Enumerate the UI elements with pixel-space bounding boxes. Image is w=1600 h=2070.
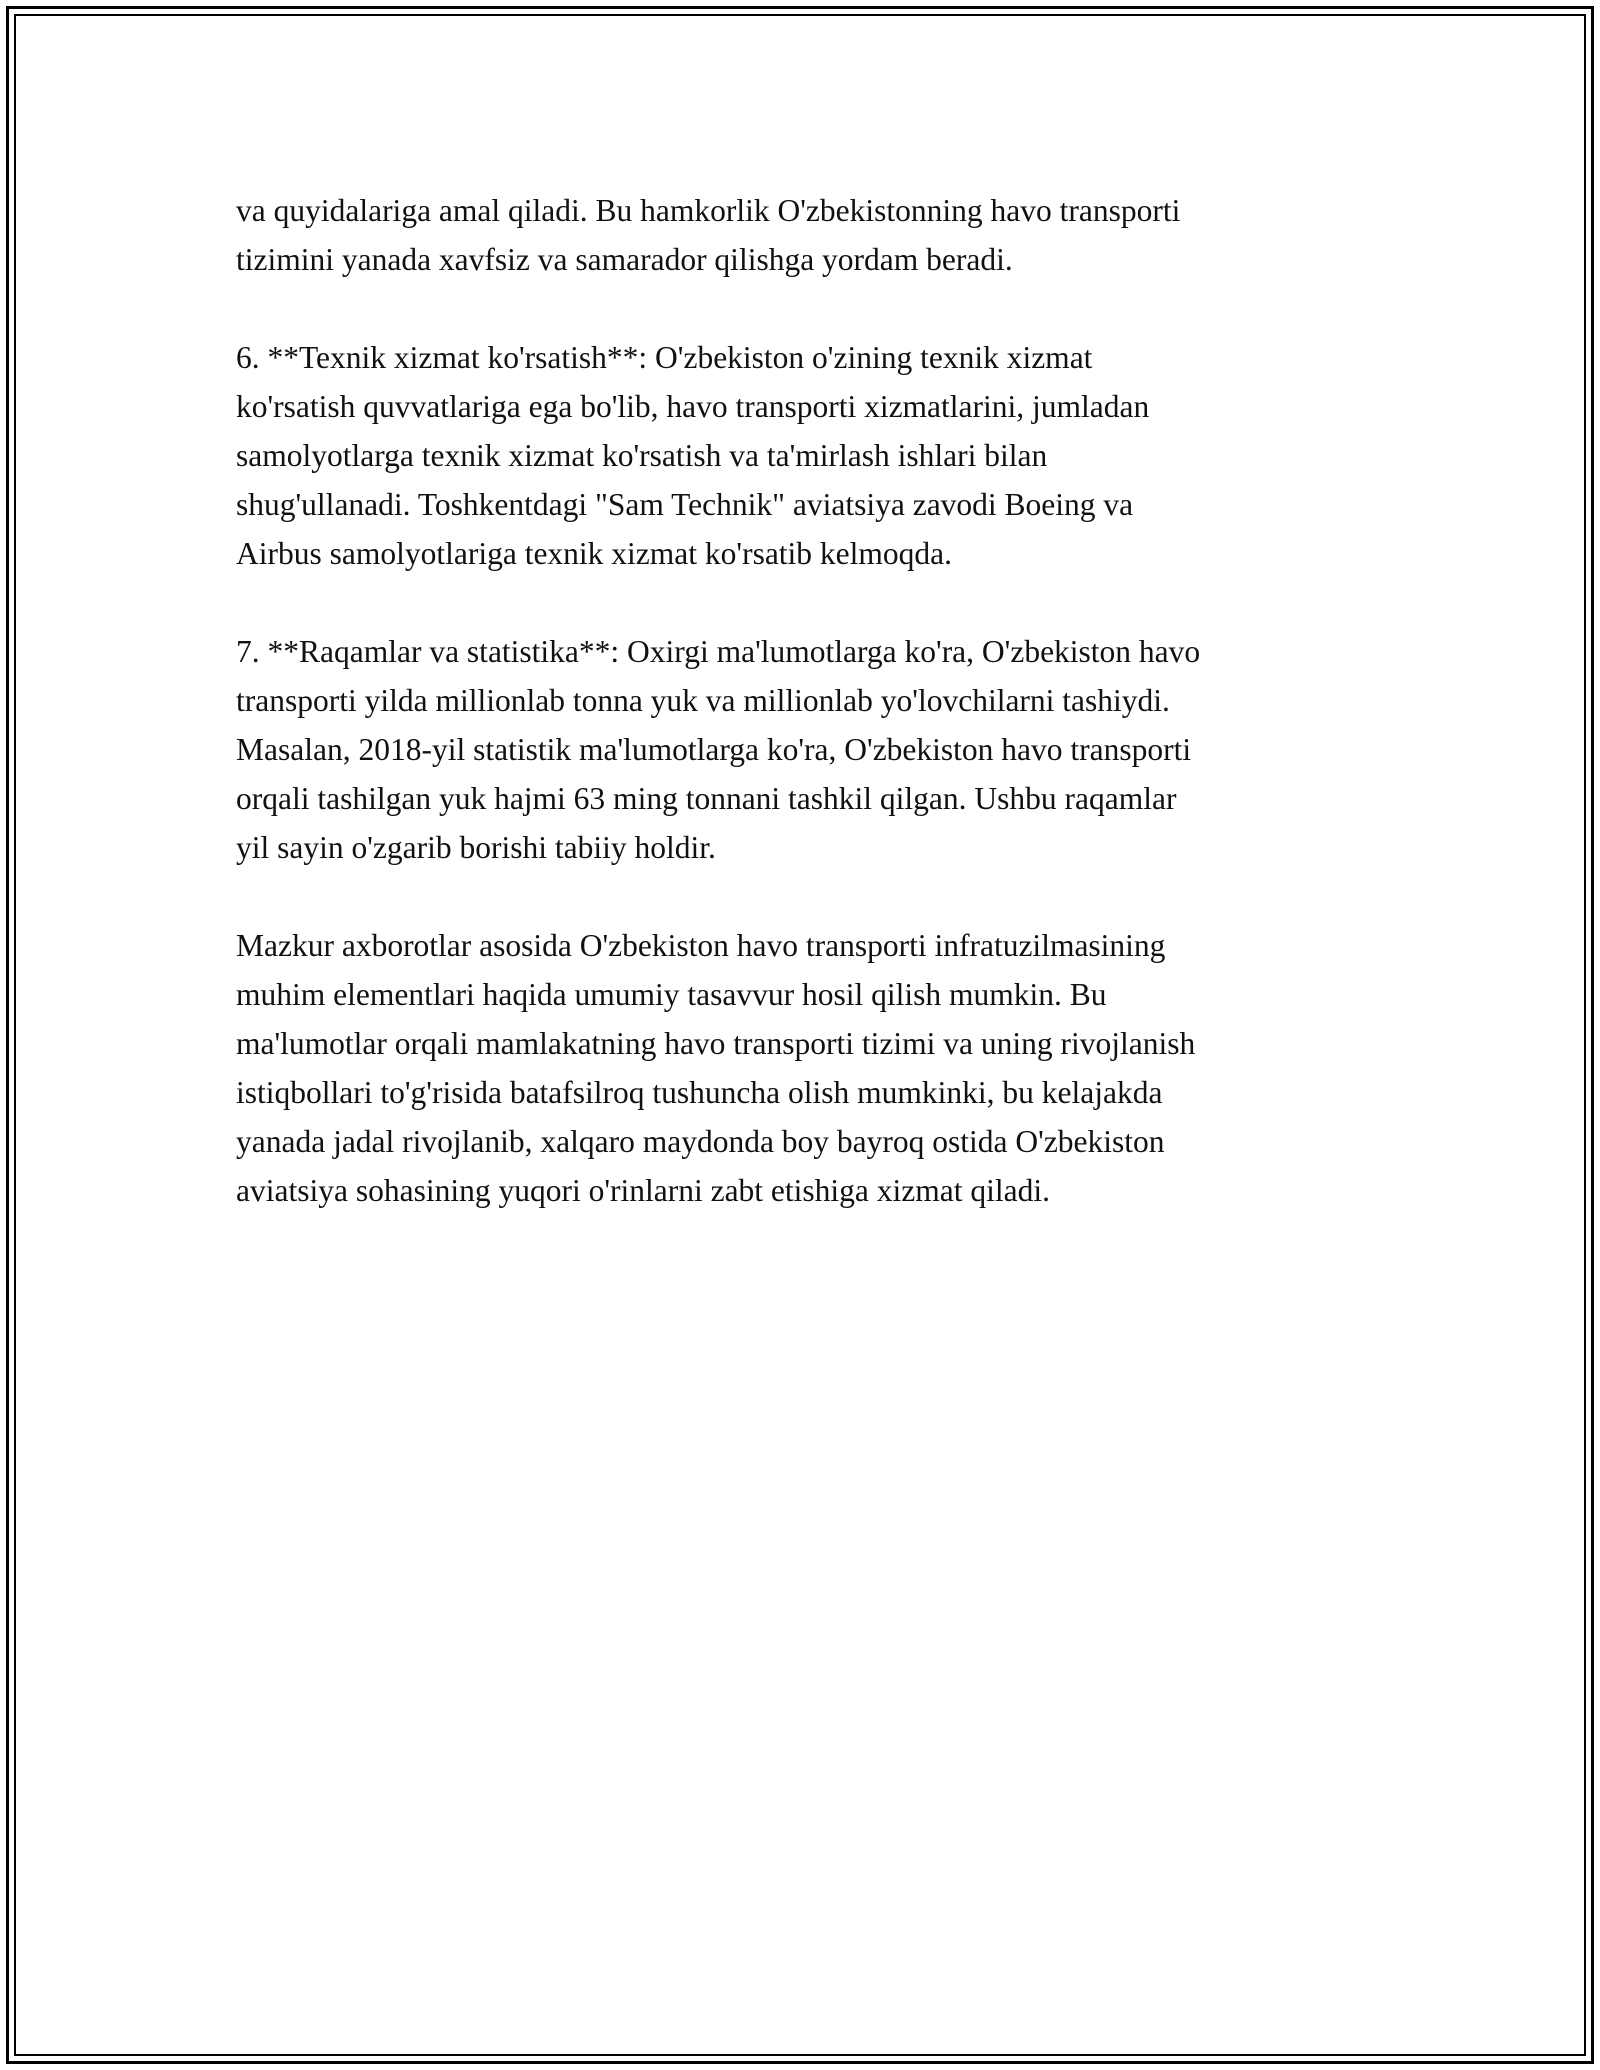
text-line: Mazkur axborotlar asosida O'zbekiston havo transporti infratuzilmasining <box>236 928 1166 963</box>
text-line: transporti yilda millionlab tonna yuk va millionlab yo'lovchilarni tashiydi. <box>236 683 1170 718</box>
text-line: Masalan, 2018-yil statistik ma'lumotlarga ko'ra, O'zbekiston havo transporti <box>236 732 1192 767</box>
document-body <box>236 186 1376 1264</box>
text-line: yil sayin o'zgarib borishi tabiiy holdir. <box>236 830 716 865</box>
text-line: muhim elementlari haqida umumiy tasavvur hosil qilish mumkin. Bu <box>236 977 1107 1012</box>
paragraph-conclusion <box>236 921 1376 1215</box>
text-line: 6. **Texnik xizmat ko'rsatish**: O'zbekiston o'zining texnik xizmat <box>236 340 1093 375</box>
text-line: 7. **Raqamlar va statistika**: Oxirgi ma'lumotlarga ko'ra, O'zbekiston havo <box>236 634 1201 669</box>
paragraph-intro-continued <box>236 186 1376 284</box>
text-line: va quyidalariga amal qiladi. Bu hamkorlik O'zbekistonning havo transporti <box>236 193 1181 228</box>
text-line: ko'rsatish quvvatlariga ega bo'lib, havo transporti xizmatlarini, jumladan <box>236 389 1150 424</box>
text-line: tizimini yanada xavfsiz va samarador qilishga yordam beradi. <box>236 242 1013 277</box>
text-line: aviatsiya sohasining yuqori o'rinlarni zabt etishiga xizmat qiladi. <box>236 1173 1050 1208</box>
paragraph-item-7 <box>236 627 1376 872</box>
text-line: Airbus samolyotlariga texnik xizmat ko'rsatib kelmoqda. <box>236 536 953 571</box>
text-line: yanada jadal rivojlanib, xalqaro maydonda boy bayroq ostida O'zbekiston <box>236 1124 1165 1159</box>
text-line: istiqbollari to'g'risida batafsilroq tushuncha olish mumkinki, bu kelajakda <box>236 1075 1163 1110</box>
text-line: samolyotlarga texnik xizmat ko'rsatish va ta'mirlash ishlari bilan <box>236 438 1048 473</box>
text-line: ma'lumotlar orqali mamlakatning havo transporti tizimi va uning rivojlanish <box>236 1026 1196 1061</box>
paragraph-item-6 <box>236 333 1376 578</box>
text-line: orqali tashilgan yuk hajmi 63 ming tonnani tashkil qilgan. Ushbu raqamlar <box>236 781 1177 816</box>
text-line: shug'ullanadi. Toshkentdagi "Sam Technik" aviatsiya zavodi Boeing va <box>236 487 1134 522</box>
